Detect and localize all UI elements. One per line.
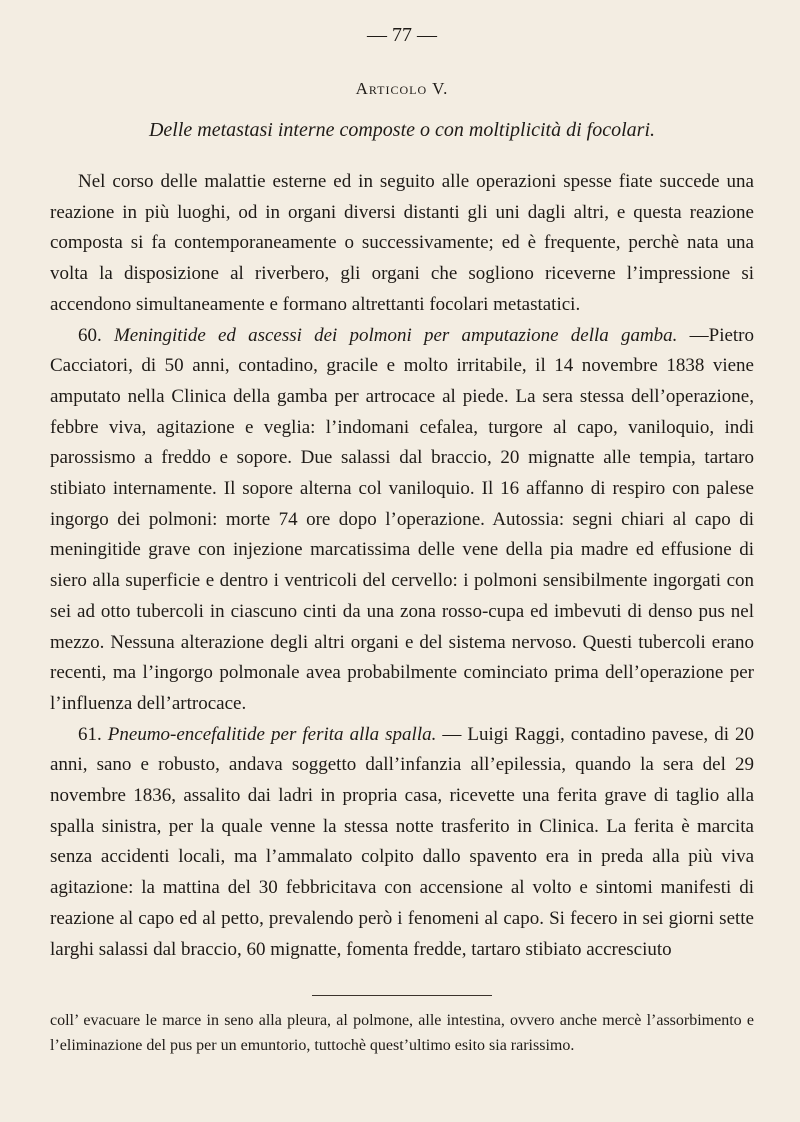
case-text: —Pietro Cacciatori, di 50 anni, contadino, gracile e molto irritabile, il 14 novembre 1838 viene amputato nella Clinica della gamba per artrocace al piede. La sera stessa dell’operazione, febbre viva, agitazione e veglia: l’indomani cefalea, turgore al capo, vaniloquio, indi parossismo a freddo e sopore. Due salassi dal braccio, 20 mignatte alle tempia, tartaro stibiato internamente. Il sopore alterna col vaniloquio. Il 16 affanno di respiro con palese ingorgo dei polmoni: morte 74 ore dopo l’operazione. Autossia: segni chiari al capo di meningitide grave con injezione marcatissima delle vene della pia madre ed effusione di siero alla superficie e dentro i ventricoli del cervello: i polmoni sensibilmente ingorgati con sei ad otto tubercoli in ciascuno cinti da una zona rosso-cupa ed imbevuti di denso pus nel mezzo. Nessuna alterazione degli altri organi e del sistema nervoso. Questi tubercoli erano recenti, ma l’ingorgo polmonale avea probabilmente cominciato prima dell’operazione per l’influenza dell’artrocace. [50,324,755,714]
case-text: — Luigi Raggi, contadino pavese, di 20 anni, sano e robusto, andava soggetto dall’infanzia all’epilessia, quando la sera del 29 novembre 1836, assalito dai ladri in propria casa, ricevette una ferita grave di taglio alla spalla sinistra, per la quale venne la stessa notte trasferito in Clinica. La ferita è marcita senza accidenti locali, ma l’ammalato colpito dallo spavento era in preda alla più viva agitazione: la mattina del 30 febbricitava con accensione al volto e sintomi manifesti di reazione al capo ed al petto, prevalendo però i fenomeni al capo. Si fecero in sei giorni sette larghi salassi dal braccio, 60 mignatte, fomenta fredde, tartaro stibiato accresciuto [50,723,754,960]
section-title: Delle metastasi interne composte o con moltiplicità di focolari. [148,119,656,141]
article-heading: Articolo V. [355,79,449,98]
case-number: 61. [78,723,102,745]
footnote-divider [312,995,492,996]
body-text [50,167,754,965]
case-number: 60. [78,324,102,346]
footnote: coll’ evacuare le marce in seno alla pleura, al polmone, alle intestina, ovvero anche mercè l’assorbimento e l’eliminazione del pus per un emuntorio, tuttochè quest’ultimo esito sia rarissimo. [50,1012,754,1055]
intro-paragraph: Nel corso delle malattie esterne ed in seguito alle operazioni spesse fiate succede una reazione in più luoghi, od in organi diversi distanti gli uni dagli altri, e questa reazione composta si fa contemporaneamente o successivamente; ed è frequente, perchè nata una volta la disposizione al riverbero, gli organi che sogliono riceverne l’impressione si accendono simultaneamente e formano altrettanti focolari metastatici. [50,171,754,315]
case-title: Meningitide ed ascessi dei polmoni per amputazione della gamba. [113,324,678,346]
page-number: — 77 — [367,24,437,46]
case-title: Pneumo-encefalitide per ferita alla spalla. [107,723,437,745]
case-paragraph-60 [50,321,754,720]
page [50,20,754,1058]
case-paragraph-61 [50,720,754,966]
